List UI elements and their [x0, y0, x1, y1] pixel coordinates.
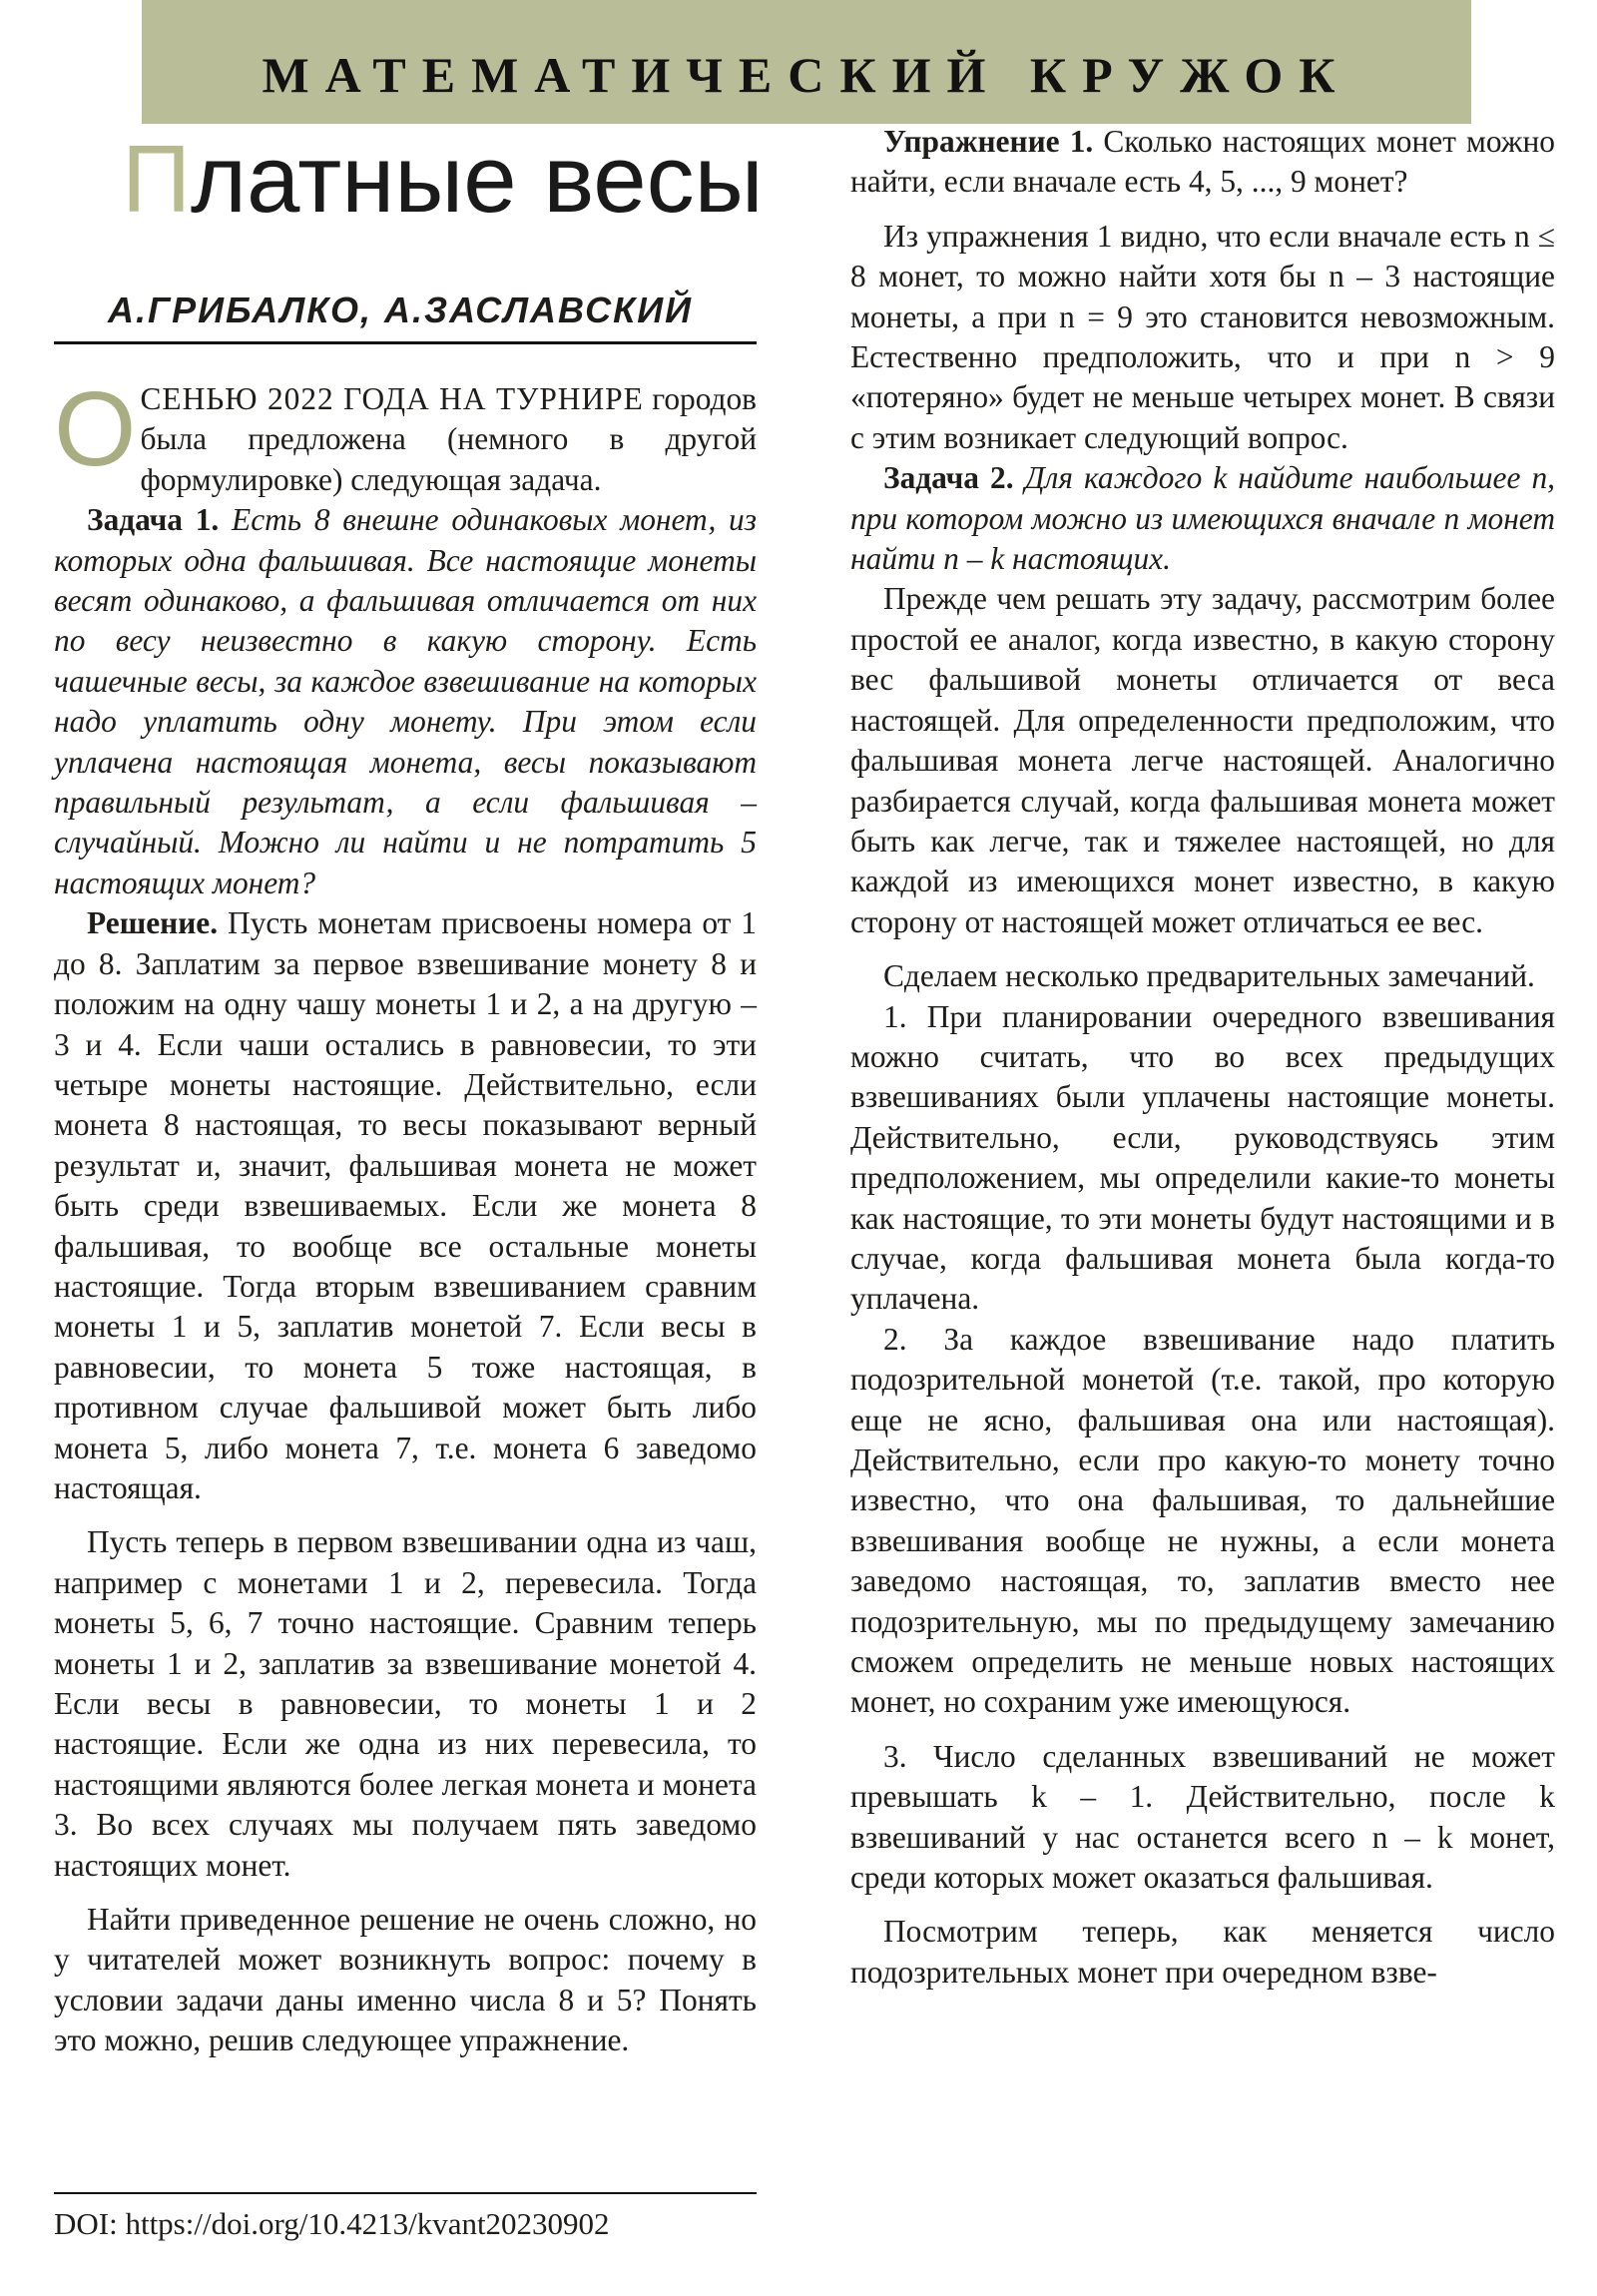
title-initial: П [122, 126, 191, 233]
exercise1-label: Упражнение 1. [883, 124, 1094, 159]
intro-caps: СЕНЬЮ 2022 ГОДА НА ТУРНИРЕ [140, 381, 644, 416]
right-column [850, 122, 1555, 1993]
paragraph: 3. Число сделанных взвешиваний не может превышать k – 1. Действительно, после k взвешиваний у нас останется всего n – k монет, среди которых может оказаться фальшивая. [850, 1738, 1555, 1896]
task2-text: Для каждого k найдите наибольшее n, при котором можно из имеющихся вначале n монет найти n – k настоящих. [850, 460, 1556, 577]
exercise1-paragraph [850, 122, 1555, 203]
paragraph: Посмотрим теперь, как меняется число подозрительных монет при очередном взве- [850, 1914, 1555, 1990]
article-authors: А.ГРИБАЛКО, А.ЗАСЛАВСКИЙ [108, 289, 694, 330]
intro-paragraph [54, 370, 757, 500]
footnote-divider [54, 2192, 757, 2194]
solution-paragraph [54, 903, 757, 1508]
drop-cap: О [54, 370, 137, 488]
exercise1-text: Сколько настоящих монет можно найти, если вначале есть 4, 5, ..., 9 монет? [850, 124, 1555, 200]
paragraph: Найти приведенное решение не очень сложно, но у читателей может возникнуть вопрос: почему в условии задачи даны именно числа 8 и 5? Понять это можно, решив следующее упражнение. [54, 1902, 757, 2058]
solution-label: Решение. [87, 905, 219, 941]
paragraph: Пусть теперь в первом взвешивании одна из чаш, например с монетами 1 и 2, перевесила. Тогда монеты 5, 6, 7 точно настоящие. Сравним теперь монеты 1 и 2, заплатив за взвешивание монетой 4. Если весы в равновесии, то монеты 1 и 2 настоящие. Если же одна из них перевесила, то настоящими являются более легкая монета и монета 3. Во всех случаях мы получаем пять заведомо настоящих монет. [54, 1524, 757, 1883]
title-rest: латные весы [191, 126, 764, 233]
paragraph: Из упражнения 1 видно, что если вначале есть n ≤ 8 монет, то можно найти хотя бы n – 3 настоящие монеты, а при n = 9 это становится невозможным. Естественно предположить, что и при n > 9 «потеряно» будет не меньше четырех монет. В связи с этим возникает следующий вопрос. [850, 218, 1555, 455]
section-title: МАТЕМАТИЧЕСКИЙ КРУЖОК [262, 47, 1351, 103]
paragraph: 1. При планировании очередного взвешивания можно считать, что во всех предыдущих взвешиваниях были уплачены настоящие монеты. Действительно, если, руководствуясь этим предположением, мы определили какие-то монеты как настоящие, то эти монеты будут настоящими и в случае, когда фальшивая монета была когда-то уплачена. [850, 998, 1555, 1317]
paragraph: Сделаем несколько предварительных замечаний. [883, 958, 1535, 994]
intro-text: городов была предложена (немного в другой формулировке) следующая задача. [140, 381, 757, 497]
paragraph: 2. За каждое взвешивание надо платить подозрительной монетой (т.е. такой, про которую еще не ясно, фальшивая она или настоящая). Действительно, если про какую-то монету точно известно, что она фальшивая, то дальнейшие взвешивания вообще не нужны, а если монета заведомо настоящая, то, заплатив вместо нее подозрительную, мы по предыдущему замечанию сможем определить не меньше новых настоящих монет, но сохраним уже имеющуюся. [850, 1321, 1555, 1720]
article-title [122, 126, 764, 233]
task2-paragraph [850, 458, 1555, 579]
task1-text: Есть 8 внешне одинаковых монет, из которых одна фальшивая. Все настоящие монеты весят одинаково, а фальшивая отличается от них по весу неизвестно в какую сторону. Есть чашечные весы, за каждое взвешивание на которых надо уплатить одну монету. При этом если уплачена настоящая монета, весы показывают правильный результат, а если фальшивая – случайный. Можно ли найти и не потратить 5 настоящих монет? [54, 502, 757, 900]
paragraph: Прежде чем решать эту задачу, рассмотрим более простой ее аналог, когда известно, в какую сторону вес фальшивой монеты отличается от веса настоящей. Для определенности предположим, что фальшивая монета легче настоящей. Аналогично разбирается случай, когда фальшивая монета может быть как легче, так и тяжелее настоящей, но для каждой из имеющихся монет известно, в какую сторону от настоящей может отличаться ее вес. [850, 581, 1555, 939]
solution-text: Пусть монетам присвоены номера от 1 до 8. Заплатим за первое взвешивание монету 8 и положим на одну чашу монеты 1 и 2, а на другую – 3 и 4. Если чаши остались в равновесии, то эти четыре монеты настоящие. Действительно, если монета 8 настоящая, то весы показывают верный результат и, значит, фальшивая монета не может быть среди взвешиваемых. Если же монета 8 фальшивая, то вообще все остальные монеты настоящие. Тогда вторым взвешиванием сравним монеты 1 и 5, заплатив монетой 7. Если весы в равновесии, то монета 5 тоже настоящая, в противном случае фальшивой может быть либо монета 5, либо монета 7, т.е. монета 6 заведомо настоящая. [54, 905, 757, 1505]
task2-label: Задача 2. [883, 460, 1014, 496]
section-banner [142, 0, 1471, 124]
authors-divider [54, 341, 757, 344]
doi-link[interactable]: DOI: https://doi.org/10.4213/kvant20230902 [54, 2206, 610, 2241]
left-column [54, 370, 757, 2061]
task1-paragraph [54, 500, 757, 903]
task1-label: Задача 1. [87, 502, 220, 538]
